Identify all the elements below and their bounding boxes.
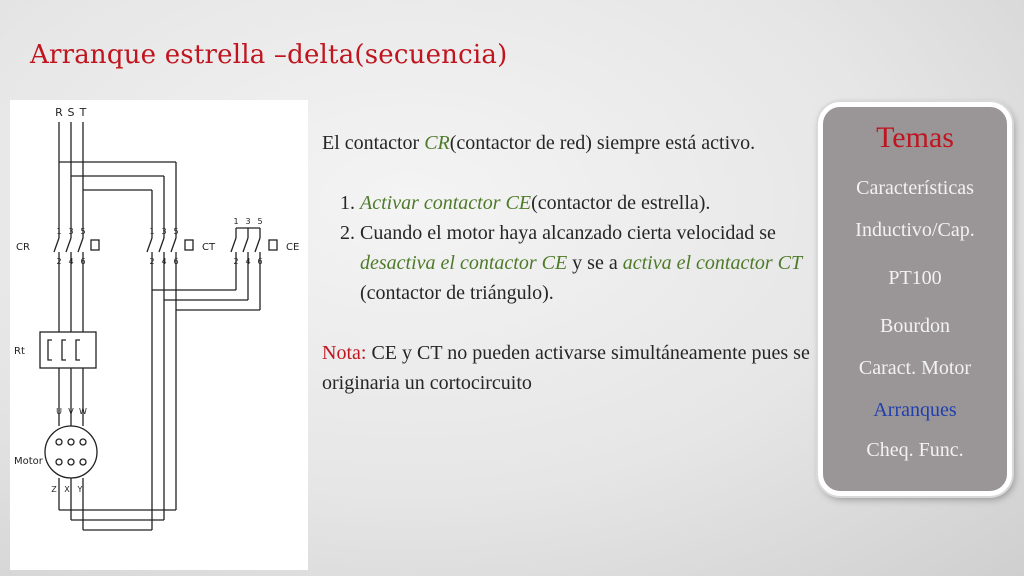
topic-link-caracteristicas[interactable]: Características <box>856 177 974 199</box>
topic-link-cheq-func[interactable]: Cheq. Func. <box>866 439 964 461</box>
motor-terminal-z: Z <box>51 485 57 494</box>
star-delta-wiring-diagram <box>10 100 308 570</box>
ct-bottom-terminal: 4 <box>161 257 167 266</box>
ct-top-terminal: 5 <box>173 227 179 236</box>
intro-paragraph <box>322 128 812 158</box>
motor-label: Motor <box>14 456 43 467</box>
slide-title: Arranque estrella –delta(secuencia) <box>30 40 508 70</box>
note-label: Nota: <box>322 342 367 364</box>
slide-body <box>322 128 812 398</box>
motor-terminal-u: U <box>56 407 62 416</box>
intro-text-rest: (contactor de red) siempre está activo. <box>449 132 756 154</box>
contactor-label-ce: CE <box>286 242 300 253</box>
ce-top-terminal: 1 <box>233 217 239 226</box>
step-item <box>360 188 812 218</box>
motor-terminal-x: X <box>64 485 70 494</box>
cr-top-terminal: 3 <box>68 227 74 236</box>
motor-terminal-w: W <box>79 407 87 416</box>
motor-terminal-v: V <box>68 407 74 416</box>
ce-bottom-terminal: 6 <box>257 257 263 266</box>
supply-label-r: R <box>55 106 63 119</box>
supply-label-t: T <box>79 106 87 119</box>
steps-list <box>322 188 812 308</box>
ct-top-terminal: 3 <box>161 227 167 236</box>
topics-panel <box>818 102 1012 496</box>
topics-heading: Temas <box>876 121 954 154</box>
topic-link-pt100[interactable]: PT100 <box>888 267 942 289</box>
step1-text: (contactor de estrella). <box>531 192 711 214</box>
intro-text: El contactor <box>322 132 425 154</box>
note-paragraph <box>322 338 812 398</box>
contactor-label-cr: CR <box>16 242 30 253</box>
ce-top-terminal: 3 <box>245 217 251 226</box>
cr-bottom-terminal: 4 <box>68 257 74 266</box>
supply-label-s: S <box>67 106 75 119</box>
relay-label-rt: Rt <box>14 346 25 357</box>
intro-cr-emphasis: CR <box>424 132 450 154</box>
topic-link-bourdon[interactable]: Bourdon <box>880 315 950 337</box>
ct-bottom-terminal: 2 <box>149 257 155 266</box>
cr-bottom-terminal: 6 <box>80 257 86 266</box>
step-item <box>360 218 812 308</box>
step2-emphasis-deactivate: desactiva el contactor CE <box>360 252 568 274</box>
ct-top-terminal: 1 <box>149 227 155 236</box>
step2-text: Cuando el motor haya alcanzado cierta velocidad se <box>360 222 776 244</box>
contactor-label-ct: CT <box>202 242 216 253</box>
step2-emphasis-activate: activa el contactor CT <box>622 252 803 274</box>
step2-text-mid: y se a <box>567 252 618 274</box>
cr-bottom-terminal: 2 <box>56 257 62 266</box>
ct-bottom-terminal: 6 <box>173 257 179 266</box>
step1-emphasis: Activar contactor CE <box>360 192 532 214</box>
ce-bottom-terminal: 2 <box>233 257 239 266</box>
motor-terminal-y: Y <box>77 485 83 494</box>
ce-bottom-terminal: 4 <box>245 257 251 266</box>
topic-link-arranques[interactable]: Arranques <box>873 399 957 421</box>
ce-top-terminal: 5 <box>257 217 263 226</box>
topic-link-inductivo[interactable]: Inductivo/Cap. <box>855 219 975 241</box>
topic-link-caract-motor[interactable]: Caract. Motor <box>858 357 972 379</box>
note-text: CE y CT no pueden activarse simultáneamente pues se originaria un cortocircuito <box>322 342 810 394</box>
step2-text-end: (contactor de triángulo). <box>360 282 554 304</box>
cr-top-terminal: 5 <box>80 227 86 236</box>
cr-top-terminal: 1 <box>56 227 62 236</box>
